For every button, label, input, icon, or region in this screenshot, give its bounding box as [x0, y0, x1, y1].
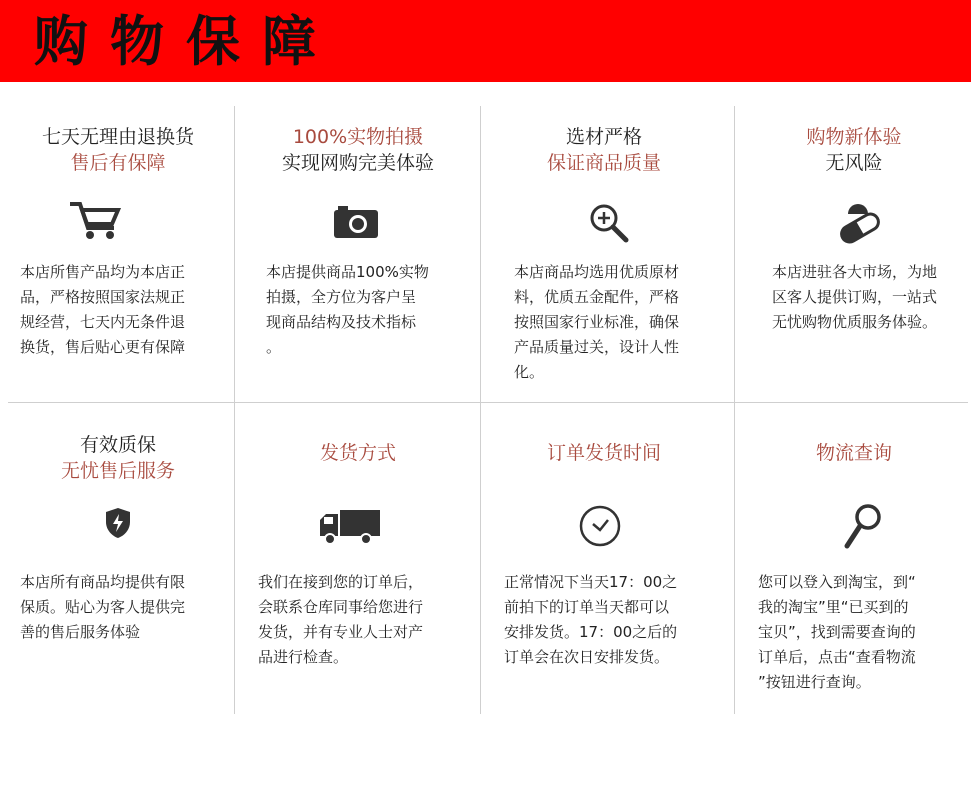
guarantee-cell-material	[486, 124, 722, 176]
search-icon	[842, 502, 884, 552]
divider	[734, 106, 735, 714]
cell-body	[514, 260, 679, 385]
clock-icon	[578, 504, 622, 548]
body-line: ”按钮进行查询。	[758, 673, 871, 691]
banner-title: 购物保障	[34, 9, 338, 73]
body-line: 按照国家行业标准，确保	[514, 313, 680, 331]
body-line: 本店所售产品均为本店正	[20, 263, 186, 281]
body-line: 正常情况下当天17：00之	[504, 573, 678, 591]
cell-body	[758, 570, 916, 695]
guarantee-cell-warranty	[0, 432, 236, 484]
body-line: 产品质量过关，设计人性	[514, 338, 680, 356]
guarantee-cell-photo	[240, 124, 476, 176]
camera-icon	[332, 204, 380, 240]
body-line: 无忧购物优质服务体验。	[772, 313, 938, 331]
body-line: 本店进驻各大市场，为地	[772, 263, 938, 281]
cell-title: 发货方式	[319, 442, 396, 464]
body-line: 宝贝”，找到需要查询的	[758, 623, 916, 641]
body-line: 区客人提供订购，一站式	[772, 288, 938, 306]
cell-body	[772, 260, 937, 335]
cell-title: 选材严格	[565, 126, 642, 148]
cell-title: 七天无理由退换货	[41, 126, 194, 148]
guarantee-cell-logistics	[736, 440, 971, 466]
guarantee-cell-delivery-time	[486, 440, 722, 466]
body-line: 换货，售后贴心更有保障	[20, 338, 186, 356]
cell-subtitle: 无忧售后服务	[60, 460, 175, 482]
cell-subtitle: 保证商品质量	[546, 152, 661, 174]
cart-icon	[68, 200, 124, 240]
cell-body	[20, 260, 185, 360]
cell-subtitle: 无风险	[825, 152, 883, 174]
guarantee-cell-shipping	[240, 440, 476, 466]
body-line: 发货，并有专业人士对产	[258, 623, 424, 641]
body-line: 品进行检查。	[258, 648, 349, 666]
pill-icon	[836, 202, 884, 244]
body-line: 保质。贴心为客人提供完	[20, 598, 186, 616]
cell-subtitle: 售后有保障	[70, 152, 166, 174]
body-line: 会联系仓库同事给您进行	[258, 598, 424, 616]
body-line: 规经营，七天内无条件退	[20, 313, 186, 331]
divider	[8, 402, 968, 403]
cell-body	[266, 260, 429, 360]
cell-title: 物流查询	[815, 442, 892, 464]
header-banner	[0, 0, 971, 82]
body-line: 前拍下的订单当天都可以	[504, 598, 670, 616]
body-line: 拍摄，全方位为客户呈	[266, 288, 417, 306]
body-line: 本店商品均选用优质原材	[514, 263, 680, 281]
body-line: 订单会在次日安排发货。	[504, 648, 670, 666]
body-line: 您可以登入到淘宝，到“	[758, 573, 916, 591]
body-line: 善的售后服务体验	[20, 623, 141, 641]
body-line: 。	[266, 338, 282, 356]
body-line: 现商品结构及技术指标	[266, 313, 417, 331]
body-line: 我们在接到您的订单后，	[258, 573, 424, 591]
body-line: 品，严格按照国家法规正	[20, 288, 186, 306]
cell-subtitle: 实现网购完美体验	[281, 152, 434, 174]
cell-body	[20, 570, 185, 645]
divider	[480, 106, 481, 714]
body-line: 安排发货。17：00之后的	[504, 623, 678, 641]
body-line: 订单后，点击“查看物流	[758, 648, 916, 666]
body-line: 本店所有商品均提供有限	[20, 573, 186, 591]
guarantee-cell-return	[0, 124, 236, 176]
body-line: 化。	[514, 363, 545, 381]
cell-title: 购物新体验	[806, 126, 902, 148]
cell-title: 100%实物拍摄	[292, 126, 424, 148]
truck-icon	[318, 508, 382, 546]
body-line: 我的淘宝”里“已买到的	[758, 598, 909, 616]
cell-title: 有效质保	[79, 434, 156, 456]
cell-title: 订单发货时间	[546, 442, 661, 464]
shield-icon	[104, 506, 132, 540]
divider	[234, 106, 235, 714]
guarantee-cell-experience	[736, 124, 971, 176]
cell-body	[258, 570, 423, 670]
guarantee-grid	[0, 82, 971, 800]
cell-body	[504, 570, 677, 670]
magnifier-plus-icon	[588, 202, 632, 244]
body-line: 料，优质五金配件，严格	[514, 288, 680, 306]
body-line: 本店提供商品100%实物	[266, 263, 429, 281]
